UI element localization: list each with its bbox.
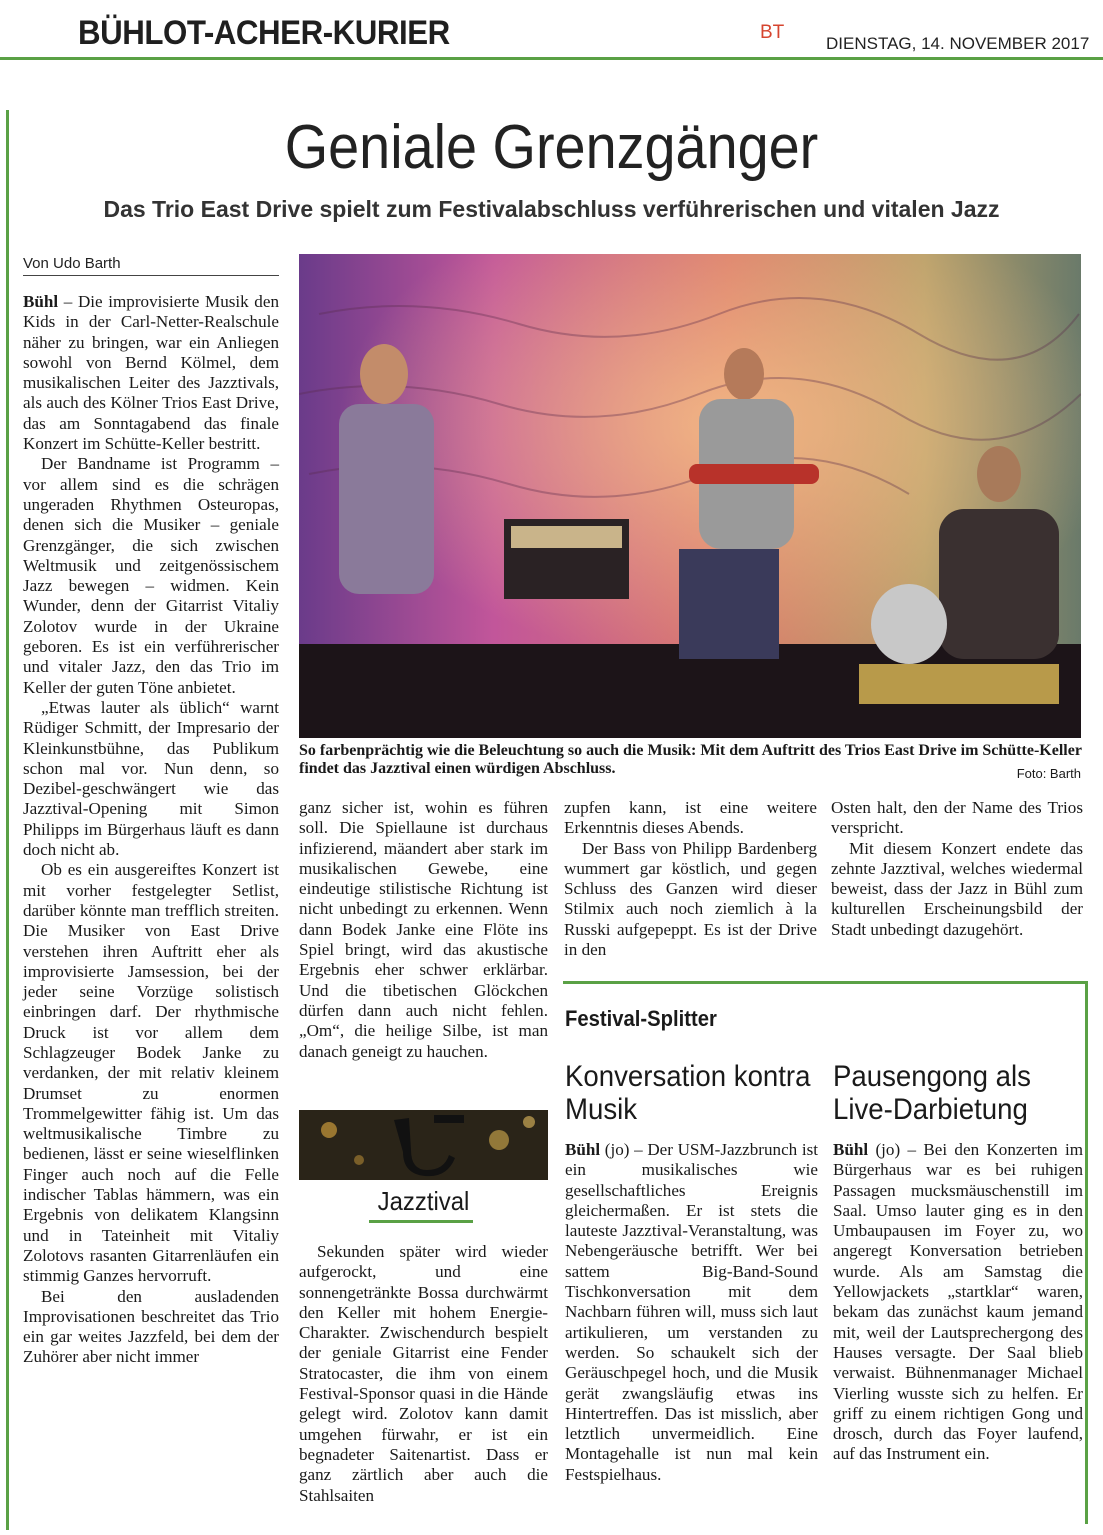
splitter-item-1: [565, 1140, 818, 1485]
splitter-2-text: (jo) – Bei den Konzerten im Bürgerhaus war es bei ruhigen Passagen mucksmäuschenstill im Saal. Umso lauter ging es in den Umbaupausen im Foyer zu, wo angeregt Konversation betrieben wurde. Als am Samstag die Yellowjackets „startklar“ waren, bekam das zunächst kaum jemand mit, weil der Lautsprechergong des Hauses versagte. Der Saal blieb verwaist. Bühnenmanager Michael Vierling wusste sich zu helfen. Er griff zu einem richtigen Gong und drosch, durch das Foyer laufend, auf das Instrument ein.: [833, 1140, 1083, 1464]
paragraph-10: Osten halt, den der Name des Trios verspricht.: [831, 798, 1083, 838]
festival-splitter-title: Festival-Splitter: [565, 1006, 717, 1031]
issue-date: DIENSTAG, 14. NOVEMBER 2017: [826, 34, 1090, 53]
jazztival-underline: [369, 1220, 473, 1223]
paragraph-9: Der Bass von Philipp Bardenberg wummert gar köstlich, und gegen Schluss des Ganzen wird dieser Stilmix auch noch ziemlich à la Russki aufgepeppt. Es ist der Drive in den: [564, 838, 817, 960]
paragraph-4: Ob es ein ausgereiftes Konzert ist mit vorher festgelegter Setlist, darüber könnte man trefflich streiten. Die Musiker von East Drive verstehen ihren Auftritt eher als improvisierte Jamsession, bei der jeder seine Vorzüge solistisch einbringen darf. Der rhythmische Druck ist vor allem dem Schlagzeuger Bodek Janke zu verdanken, der mit relativ kleinem Drumset zu enormen Trommelgewitter fähig ist. Um das weltmusikalische Timbre zu bedienen, lässt er seine wieselflinken Finger auch noch auf die Felle indischer Tablas hämmern, was ein Ergebnis von delikatem Klangsinn und in Tateinheit mit Vitaliy Zolotovs rasanten Gitarrenläufen ein stimmig Ganzes hervorruft.: [23, 860, 279, 1286]
paragraph-7: Sekunden später wird wieder aufgerockt, und eine sonnengetränkte Bossa durchwärmt den Keller mit hohem Energie-Charakter. Zwischendurch bespielt der geniale Gitarrist eine Fender Stratocaster, die ihm von einem Festival-Sponsor quasi in die Hände gelegt wird. Zolotov kann damit umgehen fürwahr, er ist ein begnadeter Saitenartist. Dass er ganz zärtlich aber auch die Stahlsaiten: [299, 1242, 548, 1505]
splitter-1-dateline: Bühl: [565, 1140, 601, 1159]
headline: Geniale Grenzgänger: [284, 113, 819, 182]
caption-text: So farbenprächtig wie die Beleuchtung so auch die Musik: Mit dem Auftritt des Trios East Drive im Schütte-Keller findet das Jazztival einen würdigen Abschluss.: [299, 742, 1082, 777]
paragraph-6: ganz sicher ist, wohin es führen soll. Die Spiellaune ist durchaus infizierend, mäandert aber stark im musikalischen Gewebe, eine eindeutige stilistische Richtung ist nicht unbedingt zu erkennen. Wenn dann Bodek Janke eine Flöte ins Spiel bringt, wird das akustische Ergebnis eher schwer erklärbar. Und die tibetischen Glöckchen dürfen dann auch nicht fehlen. „Om“, die heilige Silbe, ist man danach geneigt zu hauchen.: [299, 798, 548, 1061]
paragraph-5: Bei den ausladenden Improvisationen beschreitet das Trio ein gar weites Jazzfeld, bei dem der Zuhörer aber nicht immer: [23, 1286, 279, 1367]
paragraph-3: „Etwas lauter als üblich“ warnt Rüdiger Schmitt, der Impresario der Kleinkunstbühne, das Publikum schon mal vor. Nun denn, so Dezibel-geschwängert wie das Jazztival-Opening mit Simon Philipps im Bürgerhaus läuft es dann doch nicht ab.: [23, 697, 279, 860]
splitter-item-2: [833, 1140, 1083, 1465]
paragraph-1: – Die improvisierte Musik den Kids in der Carl-Netter-Realschule näher zu bringen, war ein Anliegen sowohl von Bernd Kölmel, dem musikalischen Leiter des Jazztivals, als auch des Kölner Trios East Drive, das am Sonntagabend das finale Konzert im Schütte-Keller bestritt.: [23, 292, 279, 454]
left-accent-bar: [6, 110, 9, 1530]
splitter-heading-2: Pausengong als Live-Darbietung: [833, 1060, 1031, 1126]
dateline: Bühl: [23, 292, 59, 311]
article-column-2-top: [299, 798, 548, 1062]
photo-caption: [299, 742, 1083, 778]
concert-photo: [299, 254, 1081, 738]
jazztival-label: Jazztival: [377, 1186, 470, 1216]
splitter-2-dateline: Bühl: [833, 1140, 869, 1159]
splitter-1-text: (jo) – Der USM-Jazzbrunch ist ein musikalisches wie gesellschaftliches Ereignis gleichermaßen. Er ist stets die lauteste Jazztival-Veranstaltung, was Nebengeräusche betrifft. Wer bei sattem Big-Band-Sound Tischkonversation mit dem Nachbarn führen will, muss sich laut artikulieren, um verstanden zu werden. So schaukelt sich der Geräuschpegel hoch, und die Musik gerät zwangsläufig etwas ins Hintertreffen. Das ist misslich, aber letztlich unvermeidlich. Eine Montagehalle ist nun mal kein Festspielhaus.: [565, 1140, 818, 1484]
article-column-2-bottom: [299, 1242, 548, 1506]
masthead: BÜHLOT-ACHER-KURIER: [78, 14, 450, 52]
paragraph-11: Mit diesem Konzert endete das zehnte Jazztival, welches wiedermal beweist, dass der Jazz in Bühl zum kulturellen Erscheinungsbild der Stadt unbedingt dazugehört.: [831, 838, 1083, 939]
photo-credit: Foto: Barth: [1016, 766, 1081, 781]
article-column-3: [564, 798, 817, 960]
saxophone-image: [299, 1110, 548, 1180]
bt-logo: BT: [760, 22, 785, 43]
paragraph-2: Der Bandname ist Programm – vor allem sind es die schrägen ungeraden Rhythmen Osteuropas, denen sich die Musiker – geniale Grenzgänger, die sich zwischen Weltmusik und zeitgenössischem Jazz bewegen – widmen. Kein Wunder, denn der Gitarrist Vitaliy Zolotov wurde in der Ukraine geboren. Es ist ein verführerischer und vitaler Jazz, den das Trio im Keller der guten Töne anbietet.: [23, 454, 279, 697]
header-rule: [0, 57, 1103, 60]
paragraph-8: zupfen kann, ist eine weitere Erkenntnis dieses Abends.: [564, 798, 817, 838]
article-column-1: [23, 292, 279, 1368]
subheadline: Das Trio East Drive spielt zum Festivalabschluss verführerischen und vitalen Jazz: [103, 196, 1000, 222]
article-column-4: [831, 798, 1083, 940]
byline: Von Udo Barth: [23, 255, 279, 276]
splitter-heading-1: Konversation kontra Musik: [565, 1060, 811, 1126]
